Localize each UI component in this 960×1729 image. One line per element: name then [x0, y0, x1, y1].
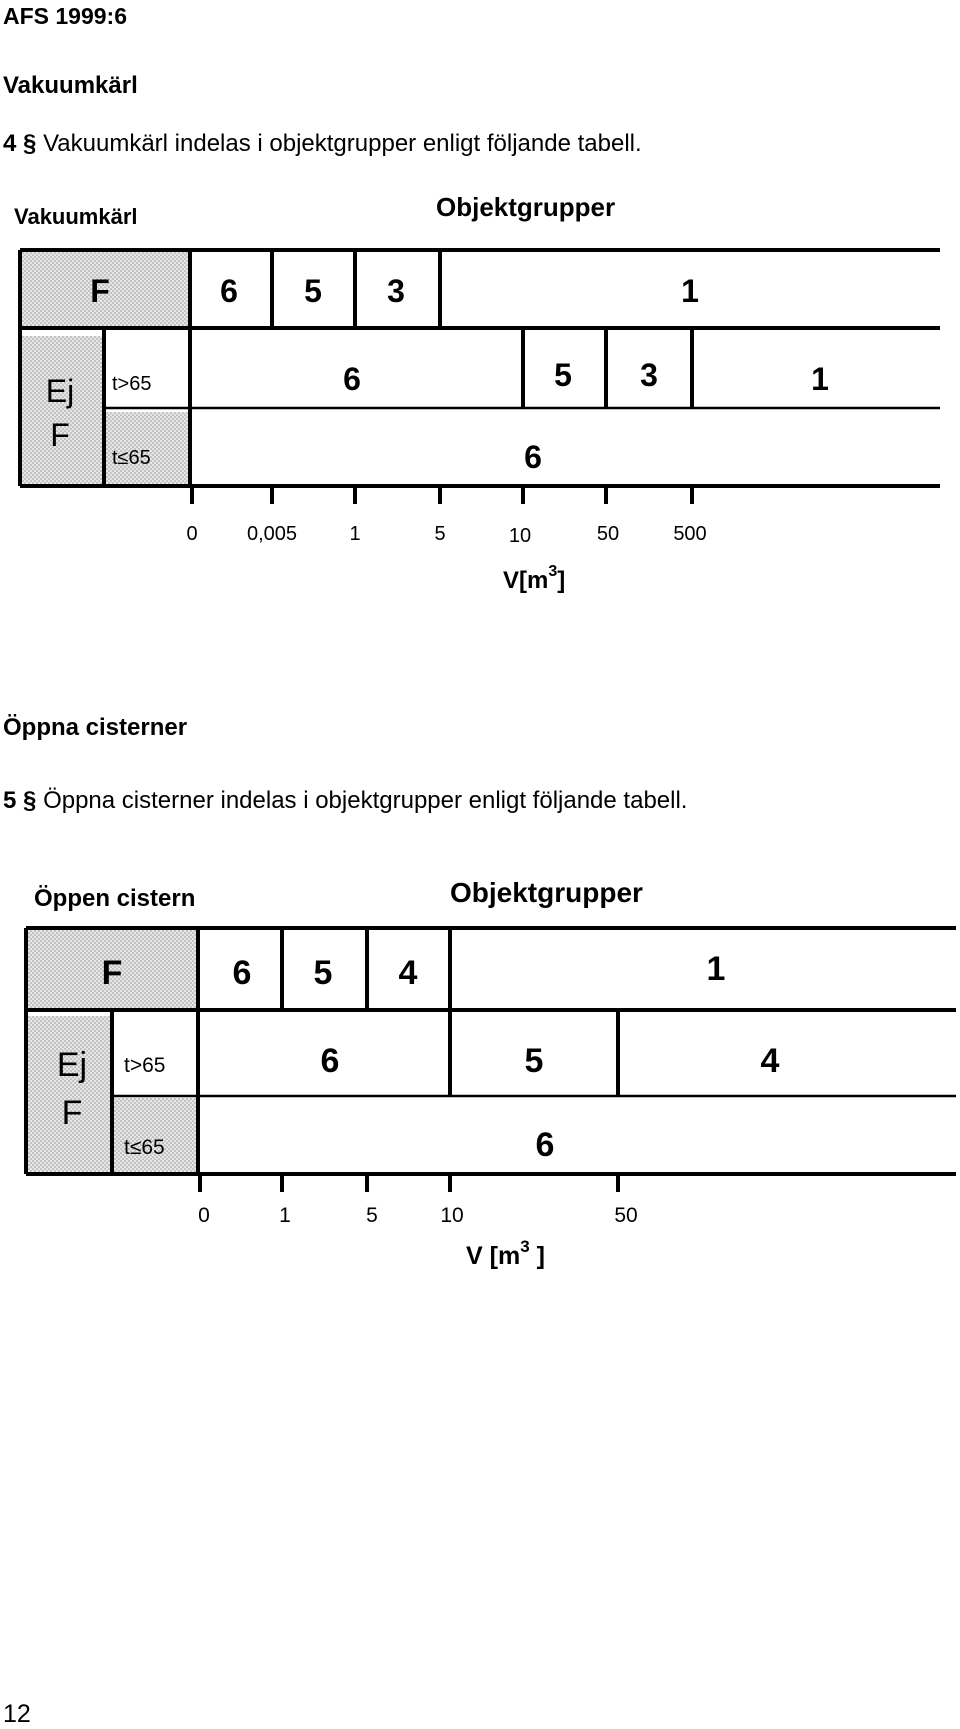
- t-gt-label-cell: [104, 336, 190, 406]
- paragraph-text: Öppna cisterner indelas i objektgrupper enligt följande tabell.: [43, 787, 688, 814]
- row-t-gt-group-3: 4: [760, 1042, 780, 1080]
- paragraph-5: [3, 787, 687, 815]
- row-f-group-1: 6: [220, 273, 238, 309]
- row-f-group-1: 6: [232, 954, 252, 992]
- axis-tick-label-1: 0: [198, 1204, 210, 1227]
- document-id: AFS 1999:6: [3, 3, 128, 29]
- row-f-label: F: [101, 954, 123, 992]
- row-t-le-group-1: 6: [524, 439, 542, 475]
- group-title: Objektgrupper: [436, 192, 616, 222]
- row-f-group-4: 1: [681, 273, 699, 309]
- axis-tick-marks: [200, 1174, 618, 1192]
- axis-tick-label-4: 10: [440, 1204, 464, 1227]
- corner-label: Vakuumkärl: [14, 204, 138, 229]
- axis-tick-label-5: 10: [508, 525, 532, 547]
- axis-tick-label-3: 1: [349, 523, 361, 545]
- axis-tick-label-1: 0: [186, 523, 198, 545]
- axis-label: [466, 1237, 545, 1270]
- row-t-gt-label: t>65: [112, 373, 152, 395]
- row-f-label: F: [90, 273, 110, 309]
- row-ej-label-line-1: Ej: [56, 1046, 88, 1084]
- row-t-le-group-1: 6: [535, 1126, 555, 1164]
- row-t-gt-group-2: 5: [524, 1042, 544, 1080]
- axis-tick-label-4: 5: [434, 523, 446, 545]
- row-f-group-3: 4: [398, 954, 418, 992]
- row-t-gt-group-1: 6: [343, 361, 361, 397]
- section-title-oppna-cisterner: Öppna cisterner: [3, 714, 188, 741]
- row-t-gt-group-1: 6: [320, 1042, 340, 1080]
- axis-label-superscript: 3: [520, 1237, 530, 1256]
- axis-tick-label-7: 500: [673, 523, 707, 545]
- row-f-group-4: 1: [706, 950, 726, 988]
- row-f-group-2: 5: [304, 273, 322, 309]
- axis-tick-marks: [192, 486, 692, 504]
- row-t-gt-group-2: 5: [554, 357, 572, 393]
- axis-label: [503, 563, 565, 594]
- row-t-gt-group-4: 1: [811, 361, 829, 397]
- axis-tick-label-5: 50: [614, 1204, 638, 1227]
- section-symbol-icon: §: [23, 130, 37, 157]
- row-ej-label-line-2: F: [61, 1094, 83, 1132]
- row-t-le-label: t≤65: [112, 447, 151, 469]
- paragraph-text: Vakuumkärl indelas i objektgrupper enligt följande tabell.: [43, 130, 642, 157]
- page-number: 12: [3, 1700, 31, 1728]
- axis-label-base: V[m: [503, 567, 549, 594]
- axis-label-end: ]: [557, 567, 566, 594]
- row-ej-label-line-1: Ej: [45, 373, 75, 409]
- axis-tick-label-2: 1: [279, 1204, 291, 1227]
- axis-label-base: V [m: [466, 1242, 521, 1270]
- row-t-gt-label: t>65: [124, 1054, 166, 1077]
- group-title: Objektgrupper: [450, 877, 643, 908]
- paragraph-number: 4: [3, 130, 17, 157]
- axis-label-end: ]: [529, 1242, 545, 1270]
- axis-label-superscript: 3: [548, 563, 558, 580]
- oppen-cistern-table-diagram: [0, 860, 956, 1280]
- axis-tick-label-6: 50: [596, 523, 620, 545]
- corner-label: Öppen cistern: [34, 885, 196, 912]
- row-ej-label-line-2: F: [50, 417, 70, 453]
- axis-tick-label-3: 5: [366, 1204, 378, 1227]
- section-title-vakuumkarl: Vakuumkärl: [3, 72, 138, 99]
- vakuumkarl-table-diagram: [0, 190, 940, 610]
- ej-f-label-cell: [22, 336, 104, 486]
- paragraph-number: 5: [3, 787, 17, 814]
- row-f-group-2: 5: [313, 954, 333, 992]
- paragraph-4: [3, 130, 642, 158]
- row-f-group-3: 3: [387, 273, 405, 309]
- axis-tick-label-2: 0,005: [246, 523, 298, 545]
- row-t-le-label: t≤65: [124, 1136, 165, 1159]
- row-t-gt-group-3: 3: [640, 357, 658, 393]
- section-symbol-icon: §: [23, 787, 37, 814]
